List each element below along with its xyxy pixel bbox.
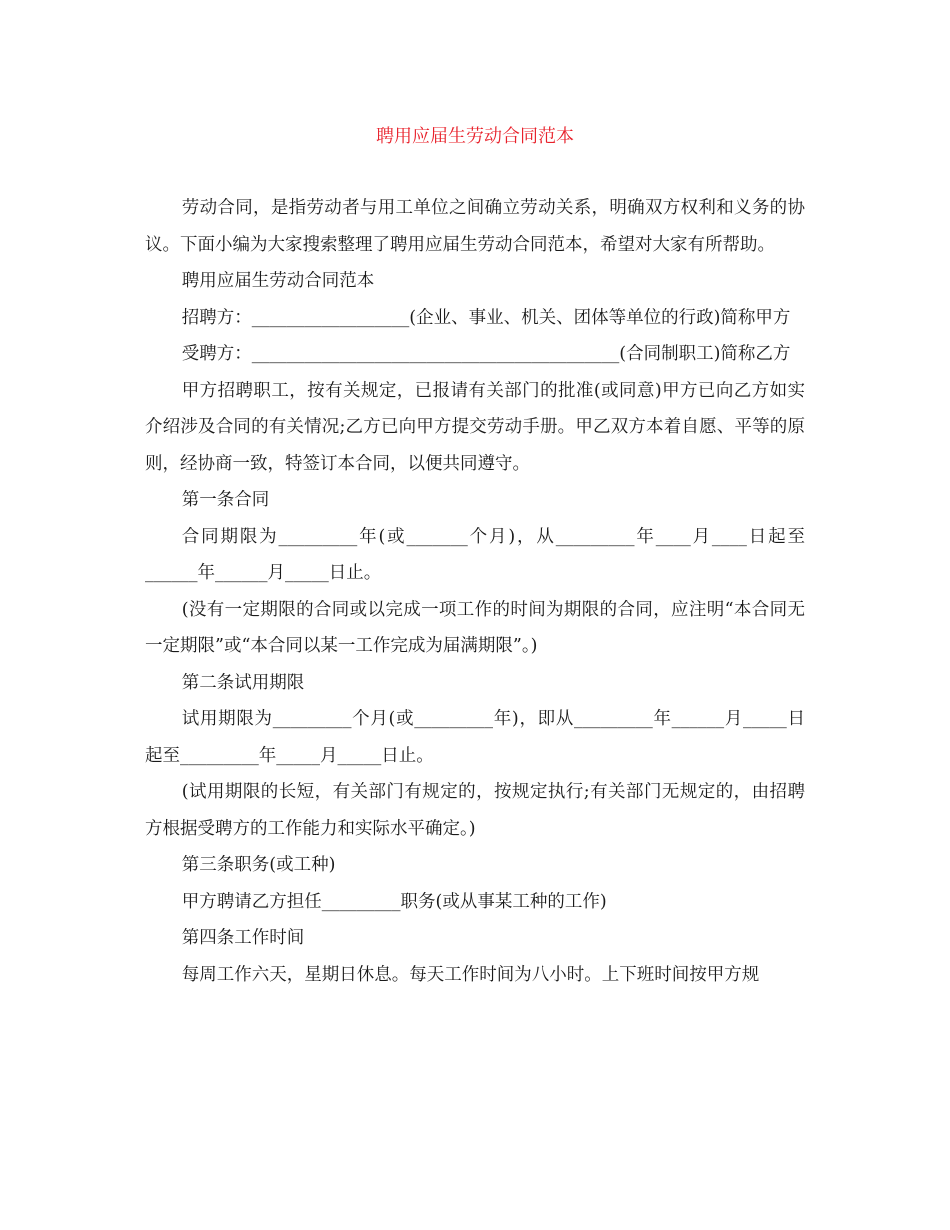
paragraph-employee: 受聘方：__________________________________________(合同制职工)简称乙方 xyxy=(181,344,791,364)
article-2-note: (试用期限的长短，有关部门有规定的，按规定执行;有关部门无规定的，由招聘方根据受聘方的工作能力和实际水平确定。) xyxy=(145,782,805,839)
article-2-term: 试用期限为_________个月(或_________年)，即从_________年______月_____日起至_________年_____月_____日止。 xyxy=(145,709,805,766)
article-4-heading: 第四条工作时间 xyxy=(181,928,305,948)
article-1-note: (没有一定期限的合同或以完成一项工作的时间为期限的合同，应注明“本合同无一定期限”或“本合同以某一工作完成为届满期限”。) xyxy=(145,599,805,656)
article-3-content: 甲方聘请乙方担任_________职务(或从事某工种的工作) xyxy=(181,891,607,912)
paragraph-preamble: 甲方招聘职工，按有关规定，已报请有关部门的批准(或同意)甲方已向乙方如实介绍涉及合同的有关情况;乙方已向甲方提交劳动手册。甲乙双方本着自愿、平等的原则，经协商一致，特签订本合同，以便共同遵守。 xyxy=(145,380,805,474)
document-title: 聘用应届生劳动合同范本 xyxy=(376,126,574,147)
article-1-heading: 第一条合同 xyxy=(181,490,270,510)
article-4-content: 每周工作六天，星期日休息。每天工作时间为八小时。上下班时间按甲方规 xyxy=(181,964,760,985)
paragraph-heading: 聘用应届生劳动合同范本 xyxy=(181,271,375,291)
document-body xyxy=(145,190,805,993)
article-3-heading: 第三条职务(或工种) xyxy=(181,855,336,875)
article-1-term: 合同期限为_________年(或_______个月)，从_________年____月____日起至______年______月_____日止。 xyxy=(145,526,805,583)
paragraph-employer: 招聘方：__________________(企业、事业、机关、团体等单位的行政)简称甲方 xyxy=(181,307,791,328)
paragraph-intro: 劳动合同，是指劳动者与用工单位之间确立劳动关系，明确双方权利和义务的协议。下面小编为大家搜索整理了聘用应届生劳动合同范本，希望对大家有所帮助。 xyxy=(145,198,805,255)
article-2-heading: 第二条试用期限 xyxy=(181,672,305,693)
